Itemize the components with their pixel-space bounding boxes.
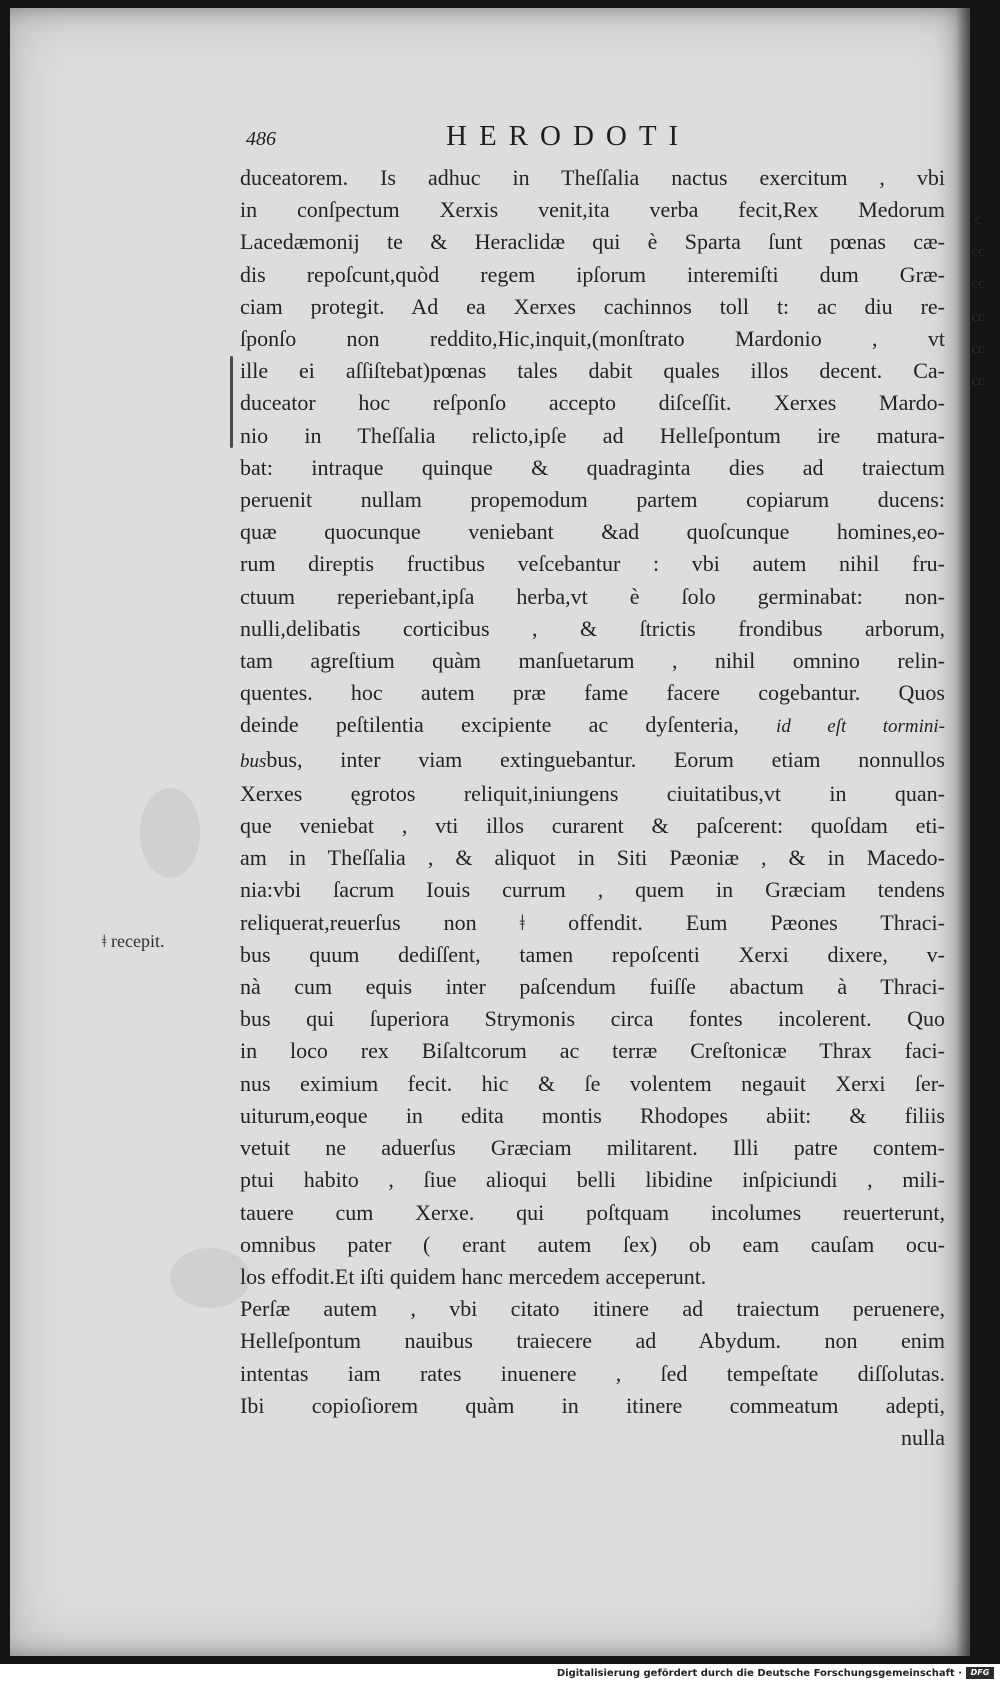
paper-stain [140,788,200,878]
footer-bar [0,1664,1000,1684]
text-line: Xerxes ęgrotos reliquit,iniungens ciuitatibus,vt in quan- [240,780,945,806]
text-line: los effodit.Et iſti quidem hanc mercedem acceperunt. [240,1263,707,1289]
text-line: nus eximium fecit. hic & ſe volentem negauit Xerxi ſer- [240,1070,945,1096]
margin-bracket [230,356,233,448]
text-line: bus qui ſuperiora Strymonis circa fontes incolerent. Quo [240,1006,945,1032]
text-line: nà cum equis inter paſcendum fuiſſe abactum à Thraci- [240,974,945,1000]
text-line: ctuum reperiebant,ipſa herba,vt è ſolo germinabat: non- [240,583,945,609]
text-line: am in Theſſalia , & aliquot in Siti Pæoniæ , & in Macedo- [240,845,945,871]
text-line: bus quum dediſſent, tamen repoſcenti Xerxi dixere, v- [240,941,945,967]
text-line: Perſæ autem , vbi citato itinere ad traiectum peruenere, [240,1296,945,1322]
text-line: duceator hoc reſponſo accepto diſceſſit. Xerxes Mardo- [240,390,945,416]
quotation-mark: cc [971,340,985,357]
text-line: uiturum,eoque in edita montis Rhodopes abiit: & filiis [240,1102,945,1128]
body-text [240,162,945,1454]
text-line: tauere cum Xerxe. qui poſtquam incolumes reuerterunt, [240,1199,945,1225]
text-line: dis repoſcunt,quòd regem ipſorum interemiſti dum Græ- [240,261,945,287]
text-line: bat: intraque quinque & quadraginta dies ad traiectum [240,454,945,480]
quotation-marks-column [967,204,989,397]
margin-note: ǂ recepit. [102,931,165,951]
text-line: quæ quocunque veniebant &ad quoſcunque homines,eo- [240,519,945,545]
text-line: que veniebat , vti illos curarent & paſcerent: quoſdam eti- [240,813,945,839]
page-number: 486 [246,128,276,150]
text-line: peruenit nullam propemodum partem copiarum ducens: [240,487,945,513]
text-line-with-gloss [240,709,945,743]
text-line: ciam protegit. Ad ea Xerxes cachinnos toll t: ac diu re- [240,293,945,319]
text-line: Helleſpontum nauibus traiecere ad Abydum. non enim [240,1328,945,1354]
text-line: intentas iam rates inuenere , ſed tempeſtate diſſolutas. [240,1360,945,1386]
quotation-mark: cc [971,276,985,293]
text-line: nio in Theſſalia relicto,ipſe ad Helleſpontum ire matura- [240,422,945,448]
text-line: ſponſo non reddito,Hic,inquit,(monſtrato Mardonio , vt [240,326,945,352]
quotation-mark: c [974,212,982,228]
text-line: reliquerat,reuerſus non ǂ offendit. Eum Pæones Thraci- [240,909,945,935]
italic-gloss-continued: bus [240,750,267,772]
text-line: duceatorem. Is adhuc in Theſſalia nactus exercitum , vbi [240,165,945,190]
text-line: ille ei aſſiſtebat)pœnas tales dabit quales illos decent. Ca- [240,358,945,384]
text-line: Lacedæmonij te & Heraclidæ qui è Sparta ſunt pœnas cæ- [240,229,945,255]
text-line: nulli,delibatis corticibus , & ſtrictis frondibus arborum, [240,615,945,641]
text-line: omnibus pater ( erant autem ſex) ob eam cauſam ocu- [240,1231,945,1257]
paper-stain [170,1248,250,1308]
text-line: in conſpectum Xerxis venit,ita verba fecit,Rex Medorum [240,197,945,223]
text-line: ptui habito , ſiue alioqui belli libidine inſpiciundi , mili- [240,1167,945,1193]
text-line: in loco rex Biſaltcorum ac terræ Creſtonicæ Thrax faci- [240,1038,945,1064]
quotation-mark: cc [971,373,985,390]
italic-gloss: id eſt tormini- [776,716,945,738]
running-title: HERODOTI [446,120,691,152]
quotation-mark: cc [971,308,985,325]
text-line: tam agreſtium quàm manſuetarum , nihil omnino relin- [240,648,945,674]
text-line: quentes. hoc autem præ fame facere cogebantur. Quos [240,680,945,706]
text-line-rest: bus, inter viam extinguebantur. Eorum etiam nonnullos [266,746,945,772]
text-line: Ibi copioſiorem quàm in itinere commeatum adepti, [240,1392,945,1418]
catchword: nulla [901,1424,945,1450]
digitization-credit: Digitalisierung gefördert durch die Deutsche Forschungsgemeinschaft · [556,1668,962,1679]
text-line: nia:vbi ſacrum Iouis currum , quem in Græciam tendens [240,877,945,903]
text-line-start: deinde peſtilentia excipiente ac dyſenteria, [240,712,739,738]
text-line: rum direptis fructibus veſcebantur : vbi autem nihil fru- [240,551,945,577]
quotation-mark: cc [971,244,985,261]
text-line-with-gloss [240,744,945,778]
book-page [10,8,985,1656]
dfg-logo: DFG [966,1667,994,1679]
text-line: vetuit ne aduerſus Græciam militarent. Illi patre contem- [240,1135,945,1161]
